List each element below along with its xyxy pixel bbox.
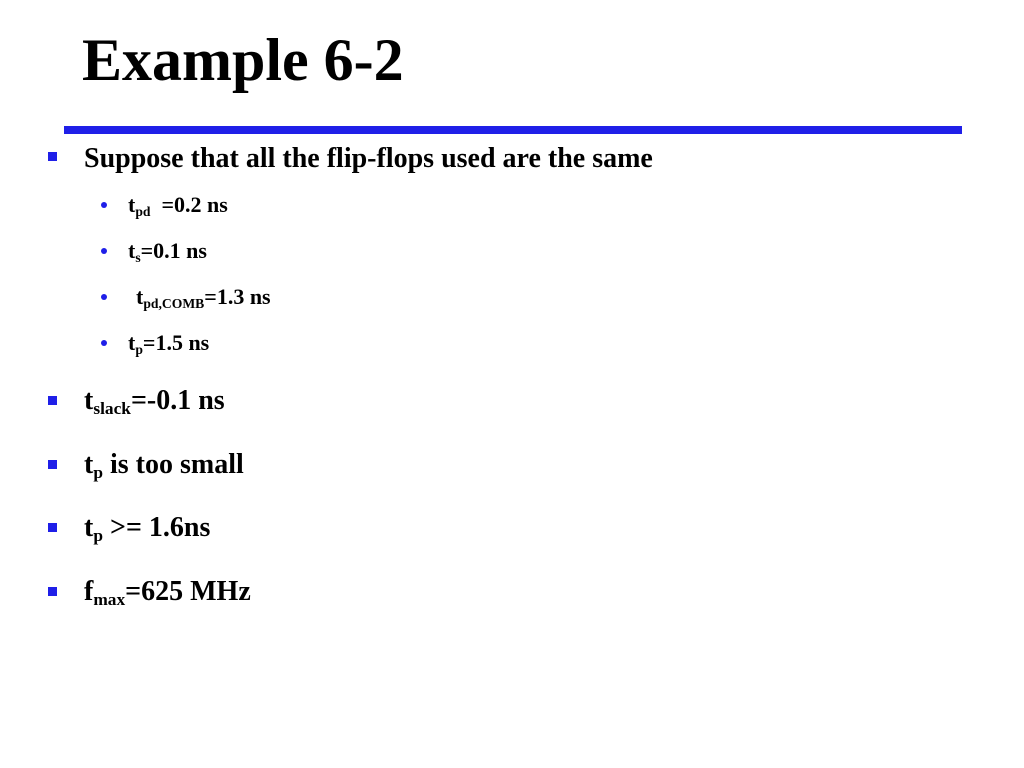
bullet-fmax xyxy=(84,575,251,609)
subscript-text: pd,COMB xyxy=(143,295,205,311)
sub-bullet-ts xyxy=(128,237,207,265)
square-bullet-icon xyxy=(48,152,57,161)
value-text: =1.3 ns xyxy=(204,284,271,309)
value-text: =0.2 ns xyxy=(150,192,228,217)
sub-bullet-tpd xyxy=(128,191,228,219)
subscript-text: p xyxy=(135,341,143,357)
bullet-text: Suppose that all the flip-flops used are the same xyxy=(84,143,653,174)
square-bullet-icon xyxy=(48,460,57,469)
subscript-text: slack xyxy=(93,398,131,418)
square-bullet-icon xyxy=(48,396,57,405)
value-text: >= 1.6ns xyxy=(102,512,211,543)
symbol-text: t xyxy=(84,385,94,416)
bullet-tslack xyxy=(84,384,225,418)
dot-bullet-icon xyxy=(101,340,107,346)
symbol-text: t xyxy=(84,512,94,543)
bullet-suppose-same-flip-flops xyxy=(84,142,653,176)
dot-bullet-icon xyxy=(101,202,107,208)
square-bullet-icon xyxy=(48,587,57,596)
slide-title: Example 6-2 xyxy=(82,27,404,93)
value-text: =625 MHz xyxy=(125,576,251,607)
symbol-text: t xyxy=(84,449,94,480)
square-bullet-icon xyxy=(48,523,57,532)
value-text: =1.5 ns xyxy=(142,330,210,355)
subscript-text: p xyxy=(93,462,103,482)
subscript-text: s xyxy=(135,249,141,265)
subscript-text: max xyxy=(93,589,126,609)
title-underline-rule xyxy=(64,126,962,134)
symbol-text: t xyxy=(128,238,136,263)
value-text: =0.1 ns xyxy=(140,238,207,263)
subscript-text: pd xyxy=(135,203,151,219)
subscript-text: p xyxy=(93,525,103,545)
dot-bullet-icon xyxy=(101,294,107,300)
value-text: =-0.1 ns xyxy=(130,385,225,416)
value-text: is too small xyxy=(102,449,244,480)
bullet-tp-too-small xyxy=(84,448,244,482)
symbol-text: t xyxy=(128,192,136,217)
dot-bullet-icon xyxy=(101,248,107,254)
symbol-text: t xyxy=(128,330,136,355)
symbol-text: f xyxy=(84,576,94,607)
sub-bullet-tp xyxy=(128,329,209,357)
sub-bullet-tpd-comb xyxy=(136,283,271,311)
symbol-text: t xyxy=(136,284,144,309)
bullet-tp-min xyxy=(84,511,210,545)
